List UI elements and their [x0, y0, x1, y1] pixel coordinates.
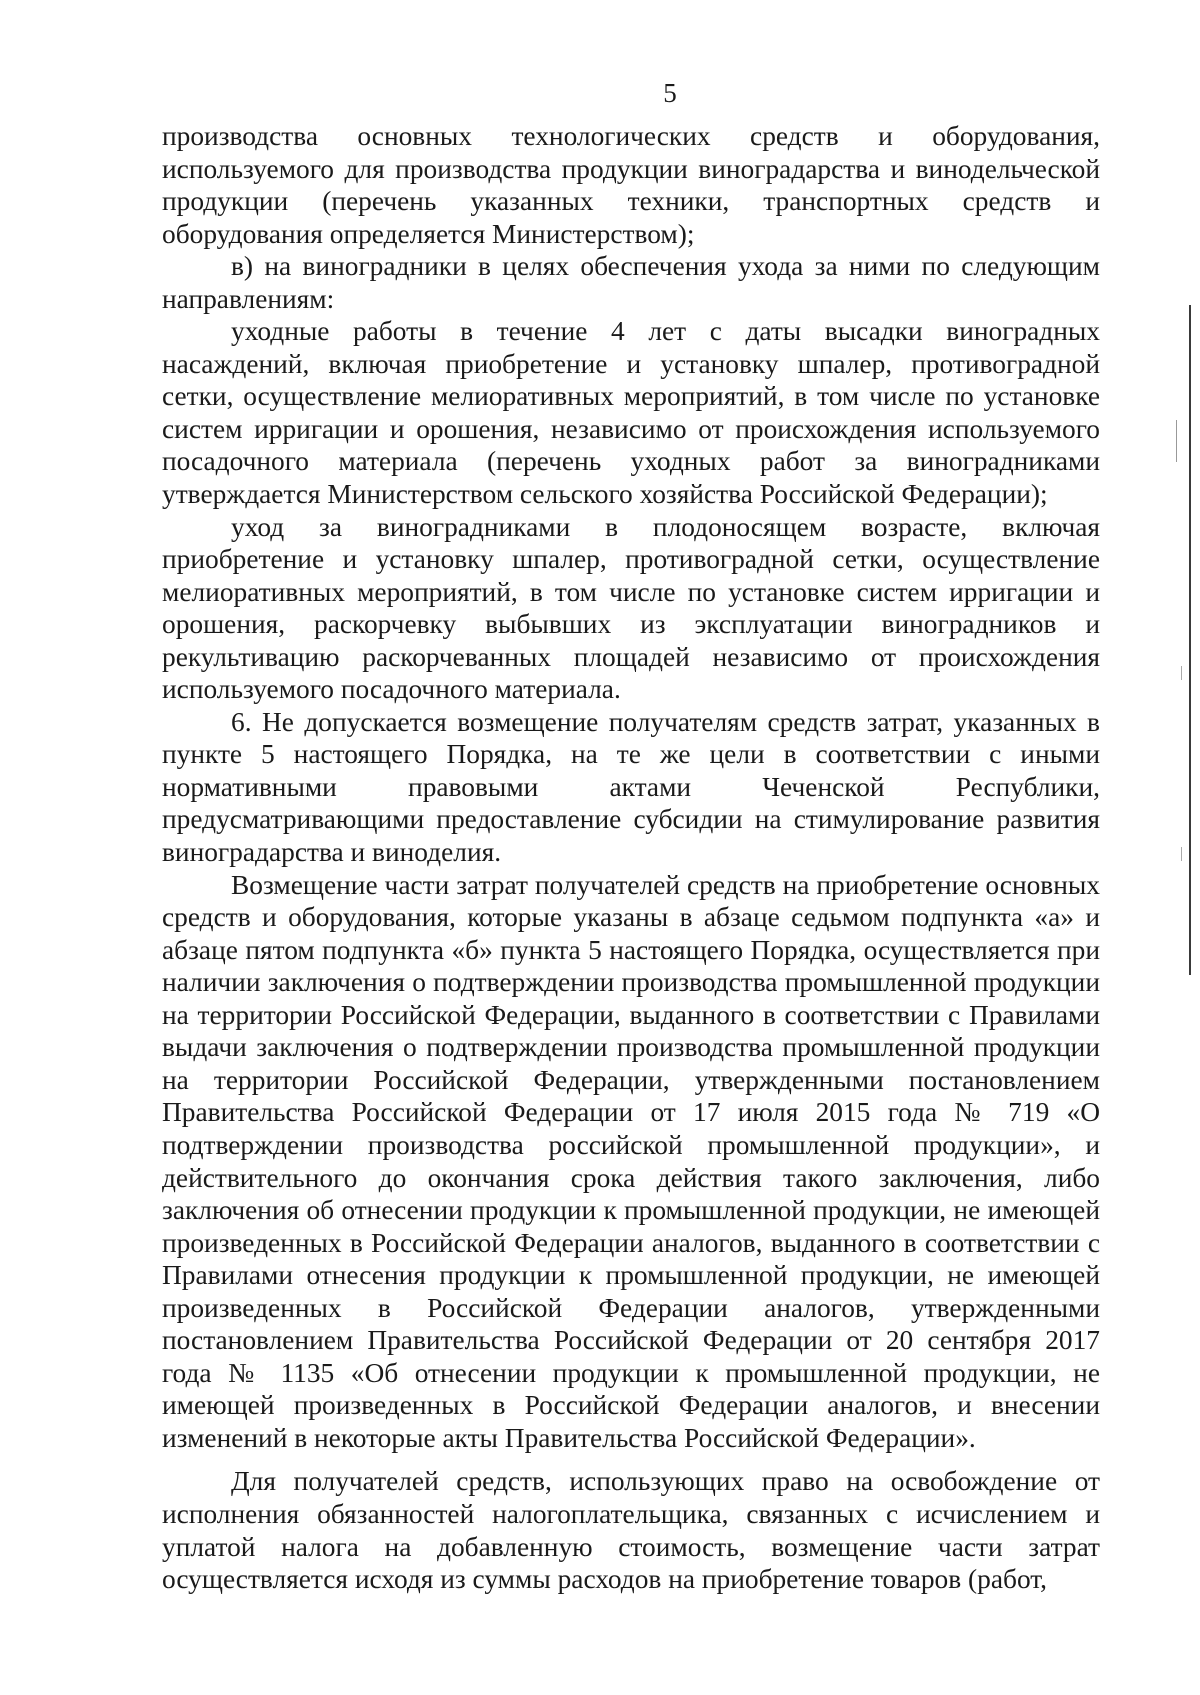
document-body [162, 120, 1100, 1596]
paragraph-care-works: уходные работы в течение 4 лет с даты высадки виноградных насаждений, включая приобретение и установку шпалер, противоградной сетки, осуществление мелиоративных мероприятий, в том числе по установке систем ирригации и орошения, независимо от происхождения используемого посадочного материала (перечень уходных работ за виноградниками утверждается Министерством сельского хозяйства Российской Федерации); [162, 316, 1100, 510]
paragraph-reimbursement: Возмещение части затрат получателей средств на приобретение основных средств и оборудования, которые указаны в абзаце седьмом подпункта «а» и абзаце пятом подпункта «б» пункта 5 настоящего Порядка, осуществляется при наличии заключения о подтверждении производства промышленной продукции на территории Российской Федерации, выданного в соответствии с Правилами выдачи заключения о подтверждении производства промышленной продукции на территории Российской Федерации, утвержденными постановлением Правительства Российской Федерации от 17 июля 2015 года № 719 «О подтверждении производства российской промышленной продукции», и действительного до окончания срока действия такого заключения, либо заключения об отнесении продукции к промышленной продукции, не имеющей произведенных в Российской Федерации аналогов, выданного в соответствии с Правилами отнесения продукции к промышленной продукции, не имеющей произведенных в Российской Федерации аналогов, утвержденными постановлением Правительства Российской Федерации от 20 сентября 2017 года № 1135 «Об отнесении продукции к промышленной продукции, не имеющей произведенных в Российской Федерации аналогов, и внесении изменений в некоторые акты Правительства Российской Федерации». [162, 869, 1100, 1453]
page-number: 5 [663, 78, 677, 108]
paragraph-subitem-v: в) на виноградники в целях обеспечения ухода за ними по следующим направлениям: [162, 251, 1100, 314]
scan-artifact-mark [1181, 666, 1182, 680]
paragraph-fruiting-care: уход за виноградниками в плодоносящем возрасте, включая приобретение и установку шпалер, противоградной сетки, осуществление мелиоративных мероприятий, в том числе по установке систем ирригации и орошения, раскорчевку выбывших из эксплуатации виноградников и рекультивацию раскорчеванных площадей независимо от происхождения используемого посадочного материала. [162, 511, 1100, 705]
scan-artifact-line [1189, 305, 1191, 975]
scan-artifact-mark [1176, 420, 1177, 462]
paragraph-vat-exempt: Для получателей средств, использующих право на освобождение от исполнения обязанностей налогоплательщика, связанных с исчислением и уплатой налога на добавленную стоимость, возмещение части затрат осуществляется исходя из суммы расходов на приобретение товаров (работ, [162, 1466, 1100, 1595]
paragraph-continuation: производства основных технологических средств и оборудования, используемого для производства продукции виноградарства и винодельческой продукции (перечень указанных техники, транспортных средств и оборудования определяется Министерством); [162, 121, 1100, 249]
paragraph-item-6: 6. Не допускается возмещение получателям средств затрат, указанных в пункте 5 настоящего Порядка, на те же цели в соответствии с иными нормативными правовыми актами Чеченской Республики, предусматривающими предоставление субсидии на стимулирование развития виноградарства и виноделия. [162, 706, 1100, 868]
scan-artifact-mark [1181, 847, 1182, 861]
